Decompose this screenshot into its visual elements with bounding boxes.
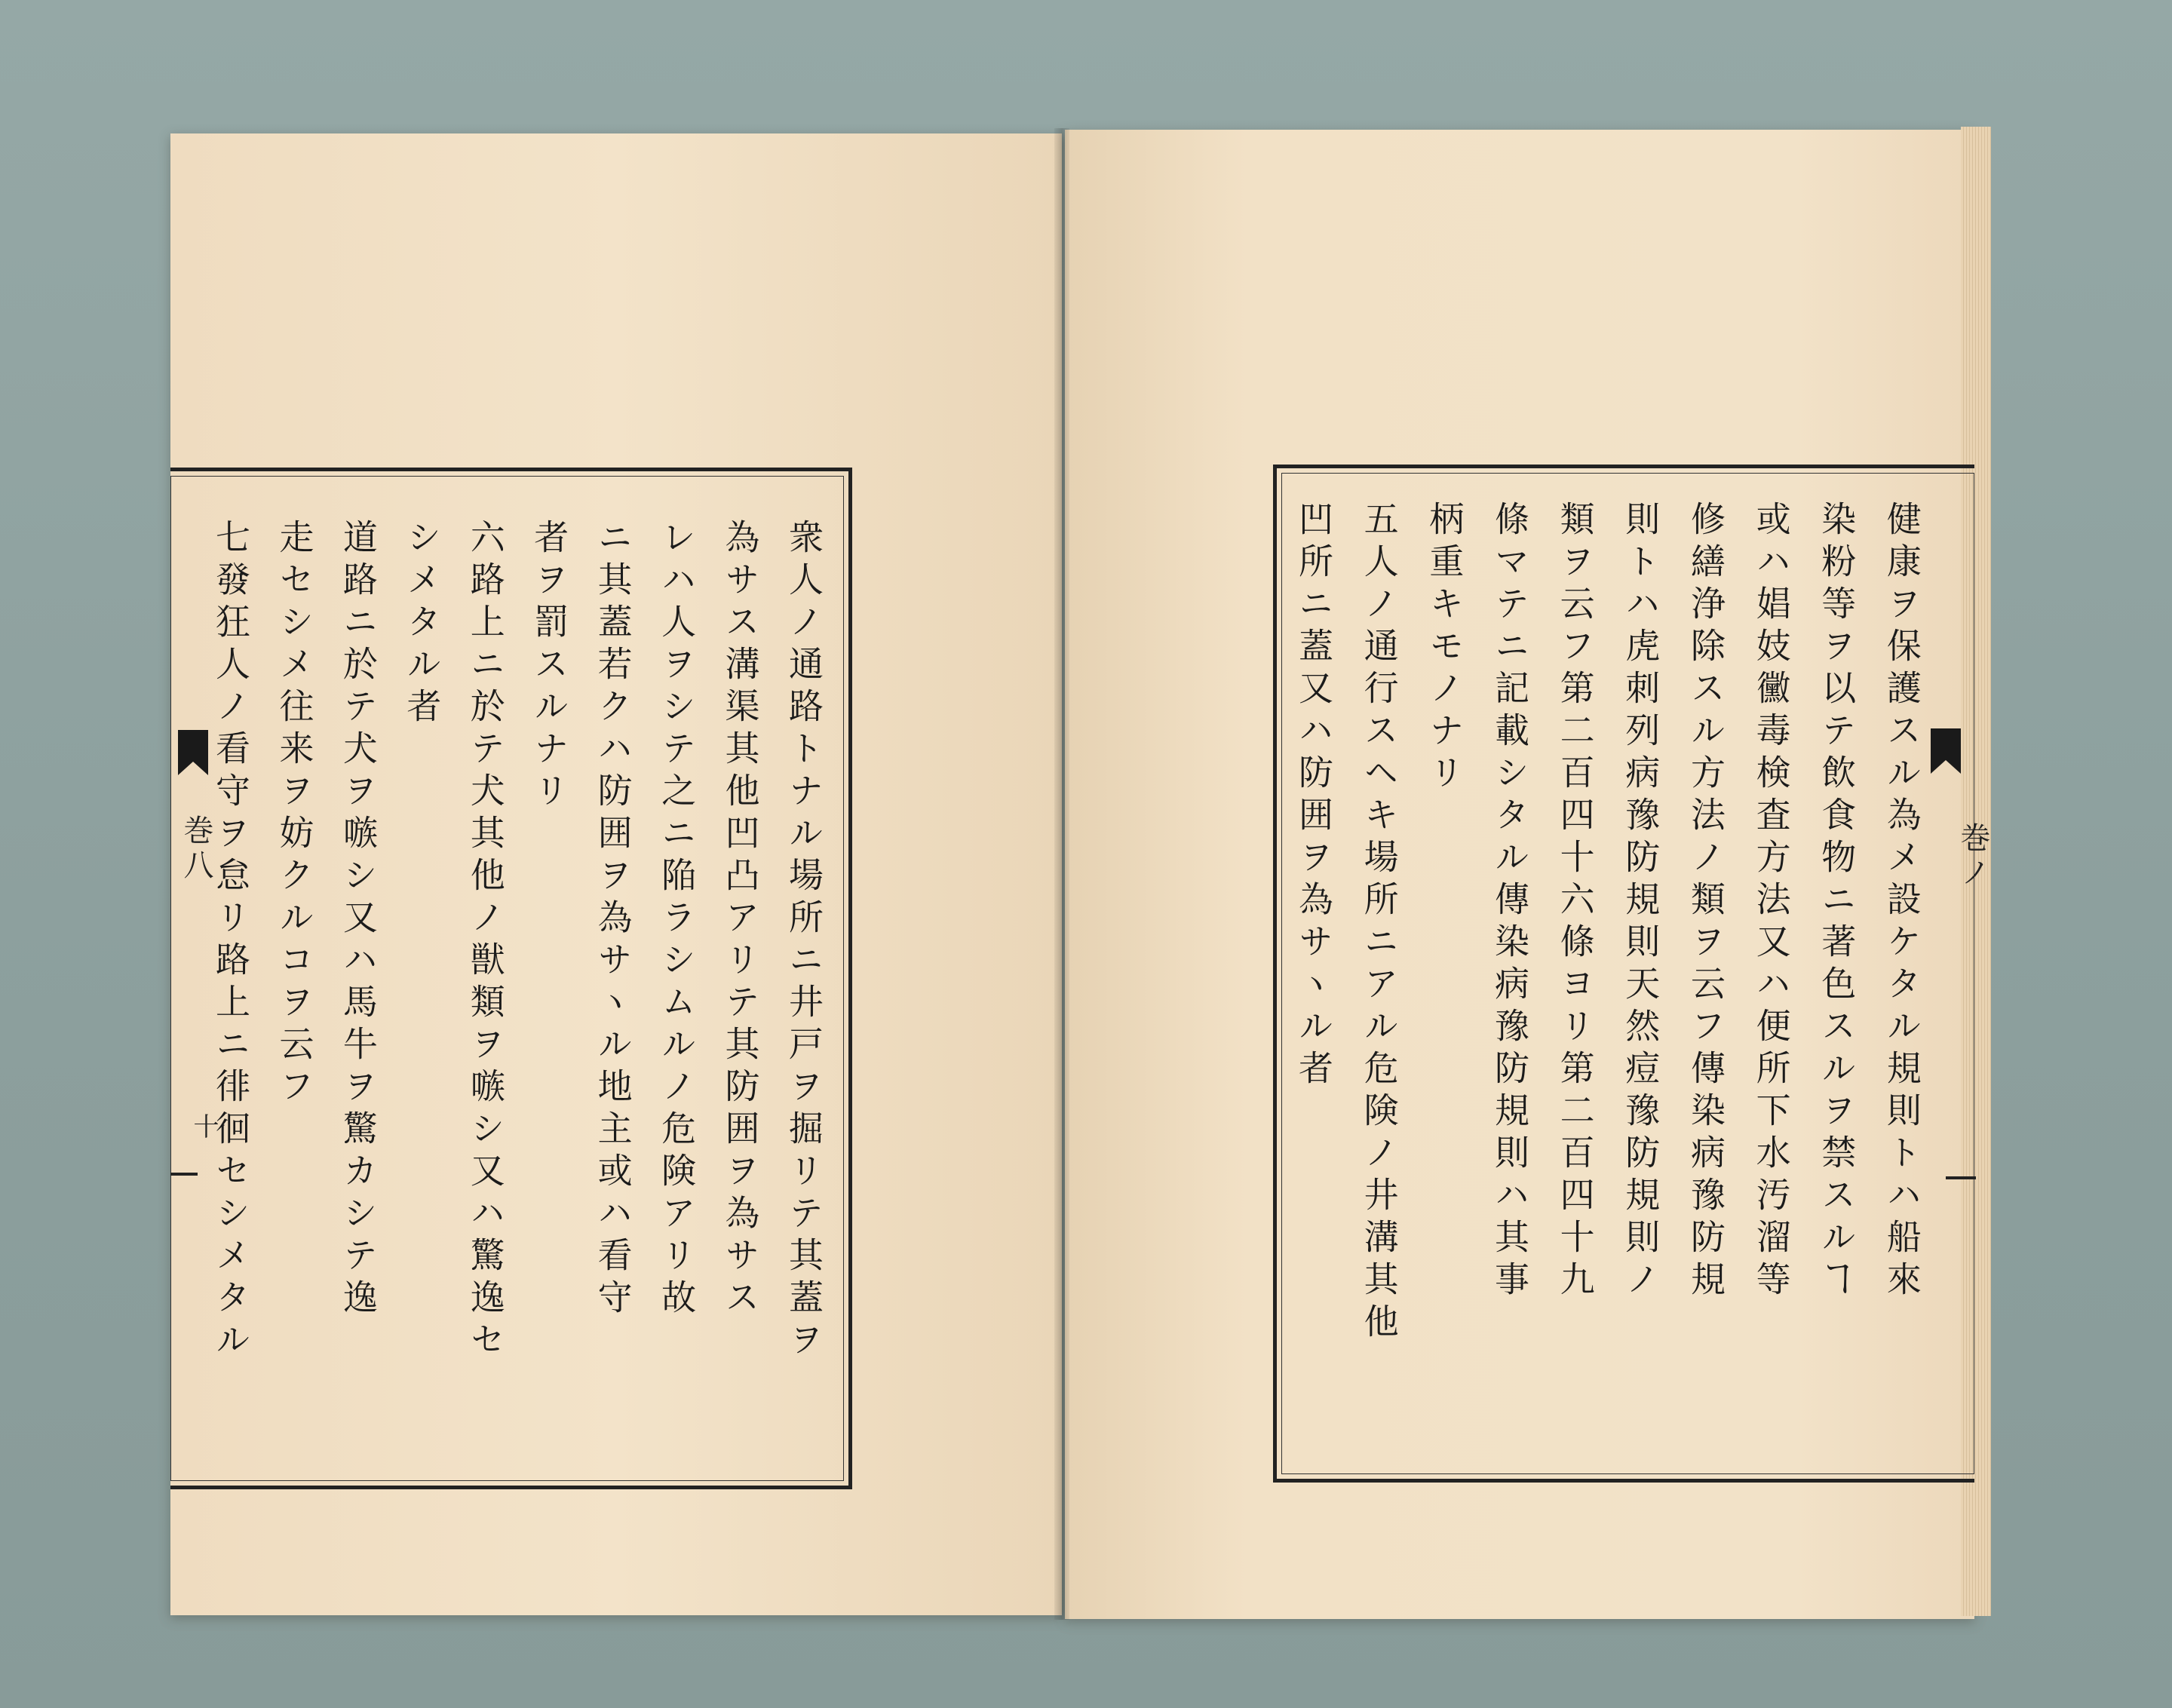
text-column: 六路上ニ於テ犬其他ノ獣類ヲ嗾シ又ハ驚逸セ [465,519,506,1363]
book-gutter [1054,128,1069,1620]
text-column: 則トハ虎刺列病豫防規則天然痘豫防規則ノ [1620,501,1661,1303]
text-column: シメタル者 [401,519,443,730]
text-column: 五人ノ通行スヘキ場所ニアル危険ノ井溝其他 [1358,501,1400,1345]
text-column: レハ人ヲシテ之ニ陥ラシムルノ危険アリ故 [656,519,698,1321]
right-folio-rule [1946,1176,1976,1179]
text-column: 者ヲ罰スルナリ [529,519,570,814]
text-column: 為サス溝渠其他凹凸アリテ其防囲ヲ為サス [719,519,761,1321]
text-column: 道路ニ於テ犬ヲ嗾シ又ハ馬牛ヲ驚カシテ逸 [337,519,379,1321]
text-column: 衆人ノ通路トナル場所ニ井戸ヲ掘リテ其蓋ヲ [783,519,824,1363]
text-column: 柄重キモノナリ [1424,501,1465,796]
text-column: 染粉等ヲ以テ飲食物ニ著色スルヲ禁スルヿ [1816,501,1858,1303]
right-hashira: 巻ノ [1956,822,1990,891]
text-column: 健康ヲ保護スル為メ設ケタル規則トハ船來 [1881,501,1922,1303]
text-column: 走セシメ往来ヲ妨クルコヲ云フ [274,519,315,1110]
right-text-columns [1291,501,1925,1451]
left-folio: 十 [189,1113,219,1139]
text-column: 凹所ニ蓋又ハ防囲ヲ為サヽル者 [1293,501,1334,1092]
text-column: 條マテニ記載シタル傳染病豫防規則ハ其事 [1489,501,1530,1303]
left-folio-rule [170,1173,198,1176]
left-hashira: 巻八 [179,814,213,884]
text-column: 類ヲ云フ第二百四十六條ヨリ第二百四十九 [1554,501,1596,1303]
text-column: 七發狂人ノ看守ヲ怠リ路上ニ徘徊セシメタル [210,519,251,1363]
text-column: 或ハ娼妓黴毒検査方法又ハ便所下水汚溜等 [1750,501,1792,1303]
text-column: ニ其蓋若クハ防囲ヲ為サヽル地主或ハ看守 [592,519,634,1321]
text-column: 修繕浄除スル方法ノ類ヲ云フ傳染病豫防規 [1685,501,1726,1303]
left-text-columns [208,519,827,1461]
